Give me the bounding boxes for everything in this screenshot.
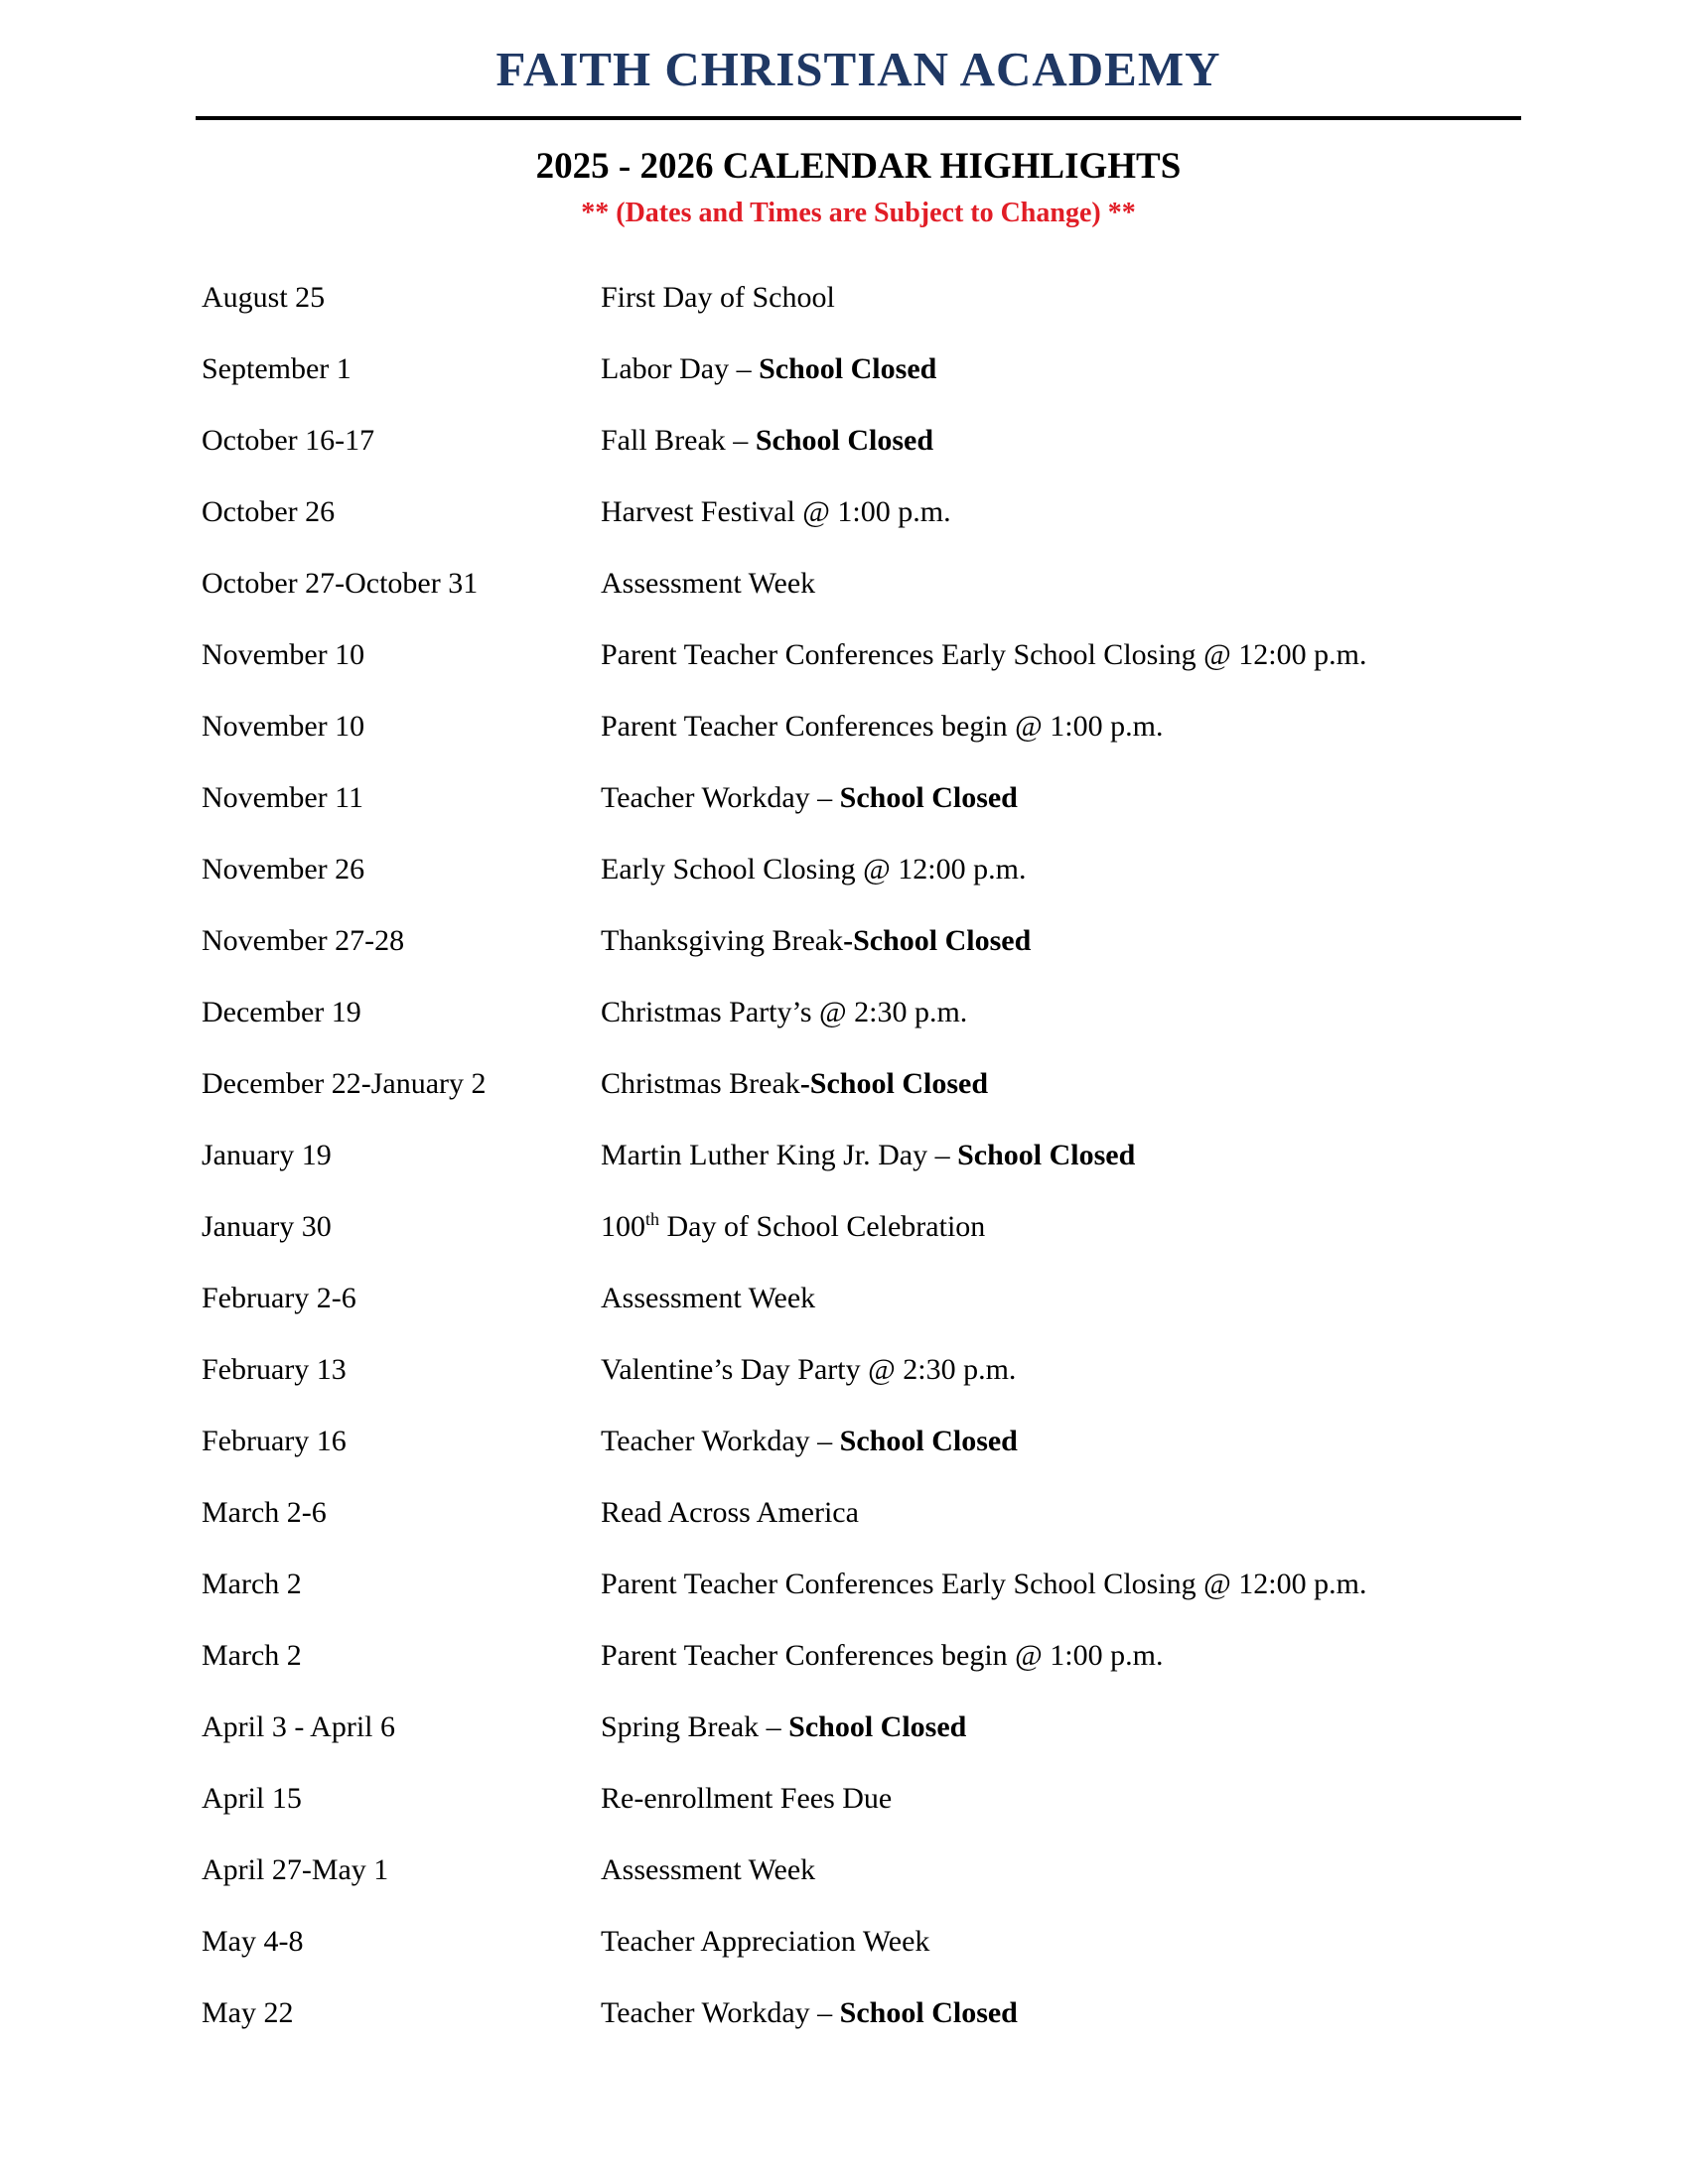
event-description-segment: Parent Teacher Conferences begin @ 1:00 p.m. [601,1639,1164,1672]
event-description [601,853,1026,887]
event-row [196,1568,1521,1639]
event-description [601,352,936,386]
event-description-segment: Read Across America [601,1496,859,1529]
event-description [601,1925,929,1959]
event-description [601,924,1031,958]
event-description-segment: Labor Day – [601,352,760,385]
event-description-segment: Teacher Workday – [601,781,840,814]
dates-subject-to-change-notice: ** (Dates and Times are Subject to Change) ** [581,198,1136,228]
event-description-segment: Christmas Break [601,1067,800,1100]
event-date: October 26 [202,495,336,528]
events-list [196,281,1521,2068]
event-row [196,424,1521,495]
event-date: November 10 [202,638,365,671]
event-row [196,1710,1521,1782]
event-description-segment: th [645,1209,660,1229]
event-description-segment: Teacher Workday – [601,1996,840,2029]
calendar-title: 2025 - 2026 CALENDAR HIGHLIGHTS [535,146,1182,187]
event-row [196,638,1521,710]
event-description-segment: Parent Teacher Conferences begin @ 1:00 p.m. [601,710,1164,743]
event-description-segment: Parent Teacher Conferences Early School Closing @ 12:00 p.m. [601,1568,1367,1600]
event-date: March 2 [202,1639,302,1672]
event-description [601,1782,892,1816]
event-date: April 3 - April 6 [202,1710,395,1743]
event-description [601,1353,1016,1387]
event-date: September 1 [202,352,352,385]
event-row [196,1210,1521,1282]
event-description-bold-segment: -School Closed [799,1067,988,1100]
event-row [196,1639,1521,1710]
event-date: October 16-17 [202,424,375,457]
event-row [196,1067,1521,1139]
event-row [196,567,1521,638]
event-description-bold-segment: School Closed [839,781,1018,814]
event-date: February 13 [202,1353,347,1386]
event-row [196,1496,1521,1568]
event-description [601,1139,1135,1172]
event-row [196,781,1521,853]
event-description [601,495,951,529]
event-description-segment: Martin Luther King Jr. Day – [601,1139,958,1171]
school-name-title: FAITH CHRISTIAN ACADEMY [495,42,1221,96]
event-row [196,1139,1521,1210]
event-description-bold-segment: School Closed [957,1139,1136,1171]
event-description [601,1425,1018,1458]
event-description [601,781,1018,815]
event-description [601,638,1366,672]
event-description [601,1210,985,1244]
event-description [601,1639,1163,1673]
event-description-segment: Teacher Workday – [601,1425,840,1457]
event-description-bold-segment: School Closed [755,424,934,457]
event-date: February 2-6 [202,1282,356,1314]
event-description [601,1282,815,1315]
event-description-bold-segment: School Closed [788,1710,967,1743]
event-description-segment: Valentine’s Day Party @ 2:30 p.m. [601,1353,1017,1386]
event-date: February 16 [202,1425,347,1457]
event-description-segment: Teacher Appreciation Week [601,1925,930,1958]
event-description-segment: Fall Break – [601,424,756,457]
event-description [601,1067,988,1101]
event-row [196,1925,1521,1996]
event-row [196,996,1521,1067]
event-row [196,1782,1521,1853]
event-date: October 27-October 31 [202,567,479,600]
event-date: March 2-6 [202,1496,327,1529]
event-row [196,495,1521,567]
event-row [196,853,1521,924]
event-date: December 22-January 2 [202,1067,487,1100]
event-date: May 22 [202,1996,294,2029]
header-divider-rule [196,116,1521,120]
event-description [601,1710,966,1744]
page-content [196,0,1521,2184]
event-date: January 19 [202,1139,332,1171]
event-date: November 11 [202,781,364,814]
event-description [601,710,1163,744]
event-description-segment: Parent Teacher Conferences Early School Closing @ 12:00 p.m. [601,638,1367,671]
event-date: January 30 [202,1210,332,1243]
event-date: August 25 [202,281,326,314]
event-description-bold-segment: School Closed [839,1996,1018,2029]
event-description-segment: Assessment Week [601,1853,816,1886]
event-description-segment: Christmas Party’s @ 2:30 p.m. [601,996,968,1028]
event-description [601,567,815,601]
event-description-segment: 100 [601,1210,645,1243]
event-date: April 15 [202,1782,302,1815]
event-date: November 27-28 [202,924,405,957]
event-description [601,281,835,315]
event-description [601,424,933,458]
event-description [601,1496,859,1530]
event-description-segment: Spring Break – [601,1710,789,1743]
event-row [196,1853,1521,1925]
event-row [196,281,1521,352]
event-date: November 10 [202,710,365,743]
event-date: December 19 [202,996,361,1028]
event-description [601,1568,1366,1601]
event-description [601,1996,1018,2030]
event-date: March 2 [202,1568,302,1600]
event-date: November 26 [202,853,365,886]
event-description-segment: First Day of School [601,281,835,314]
event-description-segment: Thanksgiving Break [601,924,844,957]
event-description-bold-segment: School Closed [759,352,937,385]
event-date: May 4-8 [202,1925,304,1958]
event-row [196,710,1521,781]
event-description-segment: Assessment Week [601,1282,816,1314]
event-row [196,1353,1521,1425]
event-date: April 27-May 1 [202,1853,389,1886]
event-description [601,996,967,1029]
event-description-bold-segment: School Closed [839,1425,1018,1457]
event-description [601,1853,815,1887]
event-row [196,1282,1521,1353]
event-description-segment: Harvest Festival @ 1:00 p.m. [601,495,951,528]
event-description-segment: Assessment Week [601,567,816,600]
event-row [196,1425,1521,1496]
event-row [196,1996,1521,2068]
event-description-bold-segment: -School Closed [843,924,1032,957]
event-description-segment: Early School Closing @ 12:00 p.m. [601,853,1027,886]
event-row [196,352,1521,424]
event-description-segment: Re-enrollment Fees Due [601,1782,893,1815]
event-row [196,924,1521,996]
event-description-segment: Day of School Celebration [659,1210,986,1243]
